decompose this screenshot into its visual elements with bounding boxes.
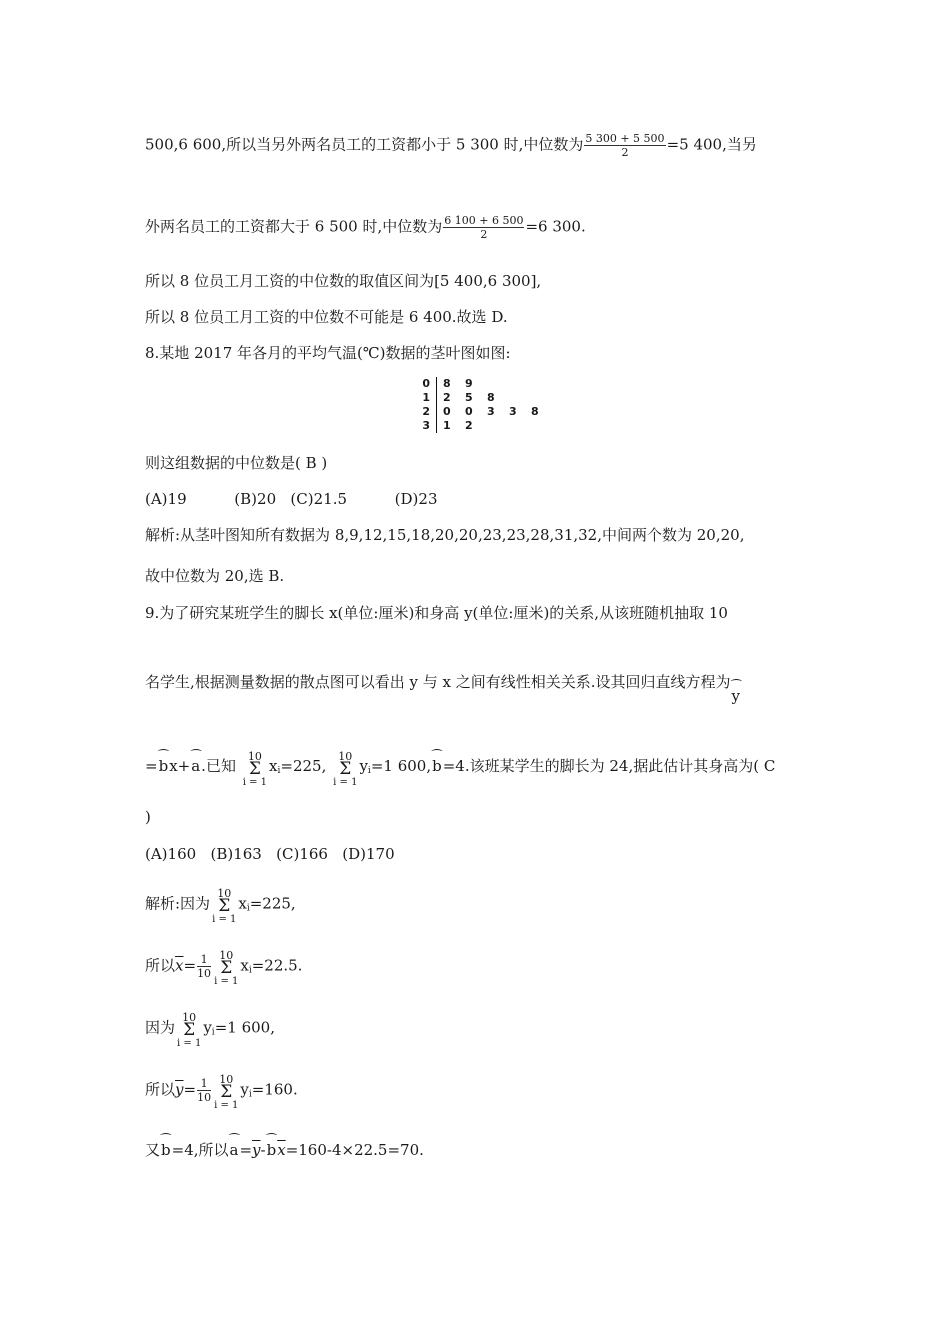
subscript: i: [277, 766, 281, 776]
stem: 3: [418, 419, 437, 433]
question-8-solution: 解析:从茎叶图知所有数据为 8,9,12,15,18,20,20,23,23,28,31,32,中间两个数为 20,20,: [145, 526, 745, 544]
leaf: 9: [465, 377, 473, 390]
a-hat: [230, 1132, 239, 1160]
line-1: [145, 132, 757, 159]
fraction: [584, 132, 665, 159]
subscript: i: [248, 965, 252, 976]
stem-row: [418, 419, 553, 433]
sum-upper: 10: [217, 887, 232, 900]
leaf: 5: [465, 391, 473, 404]
numerator: 1: [197, 1077, 211, 1091]
sum-lower: i = 1: [333, 776, 358, 788]
sum-lower: i = 1: [214, 976, 239, 987]
text: 名学生,根据测量数据的散点图可以看出 y 与 x 之间有线性相关关系.设其回归直线方程为: [145, 673, 731, 691]
x-bar: $\overline{x}$: [175, 956, 184, 975]
leaf: 8: [443, 377, 451, 390]
question-9-line-3: [145, 748, 775, 786]
fraction: [443, 214, 524, 241]
subscript: i: [211, 1027, 215, 1038]
b-hat: [159, 748, 169, 776]
sum-upper: 10: [338, 749, 353, 763]
solution-line-1: [145, 886, 296, 923]
sigma: Σ: [183, 1020, 196, 1040]
variable: b: [432, 757, 442, 775]
text: 因为: [145, 1018, 176, 1037]
question-9-line-2: [145, 664, 741, 705]
variable: y: [203, 1018, 212, 1037]
summation: [212, 888, 236, 925]
variable: a: [229, 1141, 239, 1159]
sum-lower: i = 1: [212, 914, 237, 925]
text: =1 600,: [370, 757, 432, 775]
sum-upper: 10: [247, 749, 262, 763]
text: =6 300.: [525, 217, 586, 236]
b-hat: [161, 1132, 171, 1160]
text: .已知: [201, 757, 236, 775]
text: x+: [169, 757, 191, 775]
line-4: 所以 8 位员工月工资的中位数不可能是 6 400.故选 D.: [145, 308, 508, 326]
stem: 1: [418, 391, 437, 405]
variable: b: [266, 1141, 277, 1159]
text: =225,: [280, 757, 327, 775]
text: =: [239, 1141, 253, 1159]
leaf: 2: [443, 391, 451, 404]
stem-row: [418, 377, 553, 391]
variable: y: [359, 757, 368, 775]
question-8-solution-end: 故中位数为 20,选 B.: [145, 567, 285, 585]
question-9-line-4: ): [145, 808, 151, 826]
solution-line-3: [145, 1010, 275, 1047]
summation: [214, 1074, 238, 1111]
variable: x: [269, 757, 278, 775]
text: =1 600,: [214, 1018, 275, 1037]
text: =4,所以: [171, 1141, 229, 1159]
sum-lower: i = 1: [214, 1100, 239, 1111]
denominator: 2: [480, 228, 488, 241]
question-8-ask: 则这组数据的中位数是( B ): [145, 454, 328, 472]
denominator: 10: [197, 967, 212, 980]
x-bar: $\overline{x}$: [277, 1141, 286, 1159]
y-bar: $\overline{y}$: [252, 1141, 261, 1159]
stem: 2: [418, 405, 437, 419]
text: 所以: [145, 1080, 176, 1099]
text: 外两名员工的工资都大于 6 500 时,中位数为: [145, 217, 443, 236]
leaf: 3: [487, 405, 495, 418]
text: =22.5.: [251, 956, 303, 975]
text: =: [145, 757, 158, 775]
solution-line-4: 所以$\overline{y}=$ $\frac{1}{10}$ 10 Σ i = 1 $y_i=160$.: [145, 1073, 298, 1111]
text: =160.: [251, 1080, 298, 1099]
variable: x: [240, 956, 249, 975]
leaf: 1: [443, 419, 451, 432]
numerator: 6 100 + 6 500: [444, 214, 524, 227]
text: =5 400,当另: [666, 135, 757, 154]
variable: x: [238, 894, 247, 913]
leaf: 0: [443, 405, 451, 418]
text: 解析:因为: [145, 894, 211, 913]
stem-leaf-plot: [418, 377, 553, 433]
text: =4.该班某学生的脚长为 24,据此估计其身高为( C: [442, 757, 776, 775]
text: 500,6 600,所以当另外两名员工的工资都小于 5 300 时,中位数为: [145, 135, 584, 154]
sum-upper: 10: [219, 1073, 234, 1086]
summation: [243, 751, 267, 788]
sigma: Σ: [220, 958, 233, 978]
line-2: [145, 214, 586, 241]
text: =160-4×22.5=70.: [285, 1141, 424, 1159]
line-3: 所以 8 位员工月工资的中位数的取值区间为[5 400,6 300],: [145, 272, 542, 290]
b-hat: [267, 1132, 277, 1160]
y-bar: $\overline{y}$: [175, 1080, 184, 1099]
question-9-options: (A)160 (B)163 (C)166 (D)170: [145, 845, 395, 863]
subscript: i: [367, 766, 371, 776]
text: =225,: [249, 894, 296, 913]
sum-lower: i = 1: [177, 1038, 202, 1049]
b-hat: [432, 748, 442, 776]
sum-upper: 10: [219, 949, 234, 962]
subscript: i: [246, 903, 250, 914]
leaf: 2: [465, 419, 473, 432]
sigma: Σ: [218, 896, 231, 916]
variable: a: [191, 757, 201, 775]
solution-line-5: [145, 1132, 424, 1160]
subscript: i: [248, 1089, 252, 1100]
text: -: [260, 1141, 266, 1159]
variable: y: [240, 1080, 249, 1099]
fraction: [197, 1077, 211, 1104]
question-8: 8.某地 2017 年各月的平均气温(℃)数据的茎叶图如图:: [145, 344, 511, 362]
fraction: [197, 953, 211, 980]
stem: 0: [418, 377, 437, 391]
text: 又: [145, 1141, 161, 1159]
numerator: 1: [197, 953, 211, 967]
leaf: 8: [487, 391, 495, 404]
sum-lower: i = 1: [242, 776, 268, 788]
leaf: 3: [509, 405, 517, 418]
sigma: Σ: [248, 758, 261, 779]
variable: b: [161, 1141, 171, 1159]
stem-row: [418, 391, 553, 405]
leaf: 8: [531, 405, 539, 418]
variable: y: [731, 687, 741, 705]
sigma: Σ: [339, 758, 352, 779]
sum-upper: 10: [182, 1011, 197, 1024]
solution-line-2: 所以$\overline{x}=$ $\frac{1}{10}$ 10 Σ i = 1 $x_i=22.5$.: [145, 949, 303, 987]
summation: [214, 950, 238, 987]
summation: [177, 1012, 201, 1049]
denominator: 2: [621, 146, 629, 159]
y-hat: [732, 678, 740, 706]
denominator: 10: [197, 1091, 212, 1104]
text: 所以: [145, 956, 176, 975]
question-9: 9.为了研究某班学生的脚长 x(单位:厘米)和身高 y(单位:厘米)的关系,从该班随机抽取 10: [145, 604, 728, 622]
stem-row: [418, 405, 553, 419]
variable: b: [158, 757, 169, 775]
leaf: 0: [465, 405, 473, 418]
summation: [333, 751, 357, 788]
numerator: 5 300 + 5 500: [585, 132, 665, 145]
question-8-options: (A)19 (B)20 (C)21.5 (D)23: [145, 490, 438, 508]
sigma: Σ: [220, 1082, 233, 1102]
a-hat: [191, 748, 200, 776]
